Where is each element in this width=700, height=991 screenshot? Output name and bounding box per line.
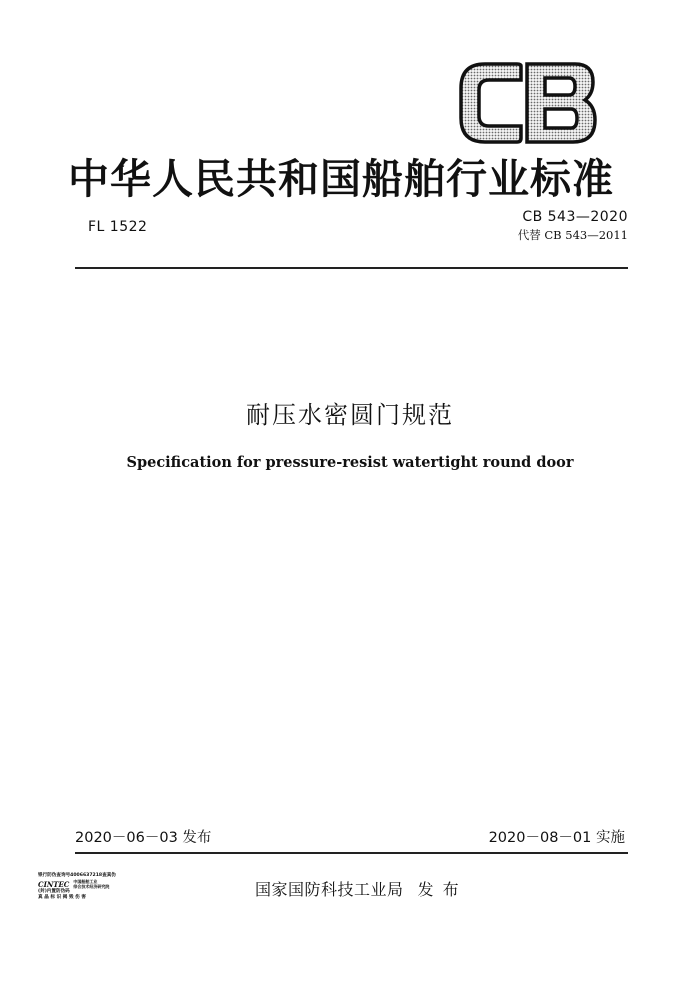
seal-org-line1: 中国船舶工业	[73, 879, 98, 884]
seal-mark-line: 真 晶 标 识 揭 毁 伤 害	[38, 895, 86, 900]
seal-query-line: 银行防伪查询号4006637218查真伪	[38, 873, 116, 878]
replaces-standard: 代替 CB 543—2011	[517, 228, 628, 242]
anti-counterfeit-seal	[38, 873, 120, 923]
cb-standard-logo-icon	[455, 62, 598, 144]
standard-code-block	[518, 208, 628, 244]
issue-date: 2020－06－03 发布	[75, 830, 212, 846]
seal-org-line2: 综合技术经济研究院	[73, 884, 110, 889]
document-title-chinese: 耐压水密圆门规范	[246, 401, 454, 429]
seal-code-line: (封)内置防伪码	[38, 889, 70, 894]
classification-number: FL 1522	[88, 219, 148, 235]
published-label: 发 布	[417, 880, 461, 899]
header-divider	[75, 267, 628, 269]
cintec-logo: CINTEC	[38, 879, 70, 889]
standard-code: CB 543—2020	[522, 209, 628, 225]
document-title-english: Specification for pressure-resist watertight round door	[126, 454, 574, 471]
publisher-line	[255, 877, 461, 900]
implementation-date: 2020－08－01 实施	[488, 830, 625, 846]
footer-divider	[75, 852, 628, 854]
standard-category-title: 中华人民共和国船舶行业标准	[68, 155, 614, 203]
publisher-name: 国家国防科技工业局	[255, 880, 404, 899]
